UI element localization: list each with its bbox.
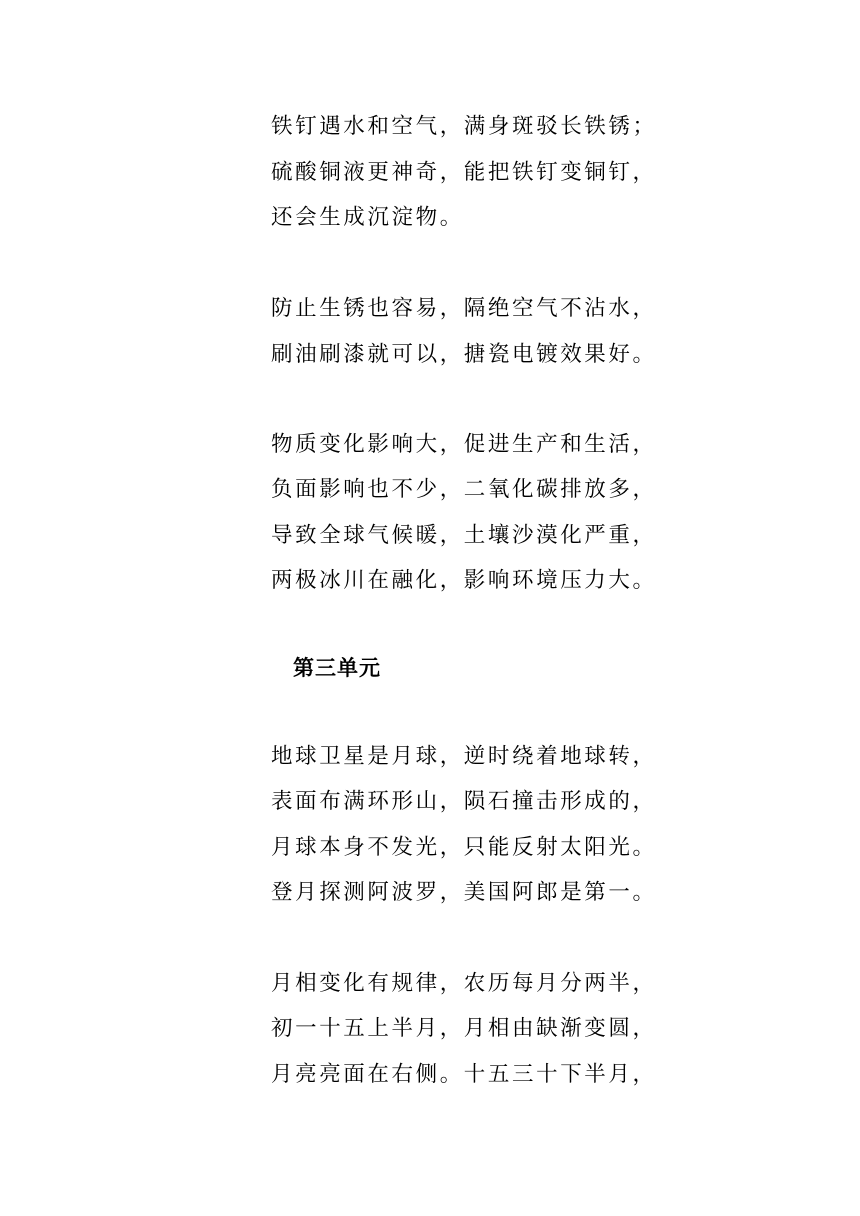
verse-line: 初一十五上半月，月相由缺渐变圆， (271, 1016, 657, 1041)
verse-line: 月亮亮面在右侧。十五三十下半月， (271, 1062, 657, 1087)
verse-line: 表面布满环形山，陨石撞击形成的， (271, 789, 657, 814)
verse-line: 两极冰川在融化，影响环境压力大。 (271, 568, 657, 593)
verse-line: 月相变化有规律，农历每月分两半， (271, 971, 657, 996)
verse-line: 硫酸铜液更神奇，能把铁钉变铜钉， (271, 160, 657, 185)
verse-line: 铁钉遇水和空气，满身斑驳长铁锈； (271, 114, 657, 139)
verse-line: 刷油刷漆就可以，搪瓷电镀效果好。 (271, 342, 657, 367)
verse-line: 负面影响也不少，二氧化碳排放多， (271, 477, 657, 502)
section-heading: 第三单元 (293, 656, 381, 680)
verse-line: 还会生成沉淀物。 (271, 205, 464, 230)
verse-line: 导致全球气候暖，土壤沙漠化严重， (271, 523, 657, 548)
verse-line: 登月探测阿波罗，美国阿郎是第一。 (271, 880, 657, 905)
verse-line: 地球卫星是月球，逆时绕着地球转， (271, 744, 657, 769)
verse-line: 物质变化影响大，促进生产和生活， (271, 432, 657, 457)
verse-line: 防止生锈也容易，隔绝空气不沾水， (271, 296, 657, 321)
verse-line: 月球本身不发光，只能反射太阳光。 (271, 835, 657, 860)
